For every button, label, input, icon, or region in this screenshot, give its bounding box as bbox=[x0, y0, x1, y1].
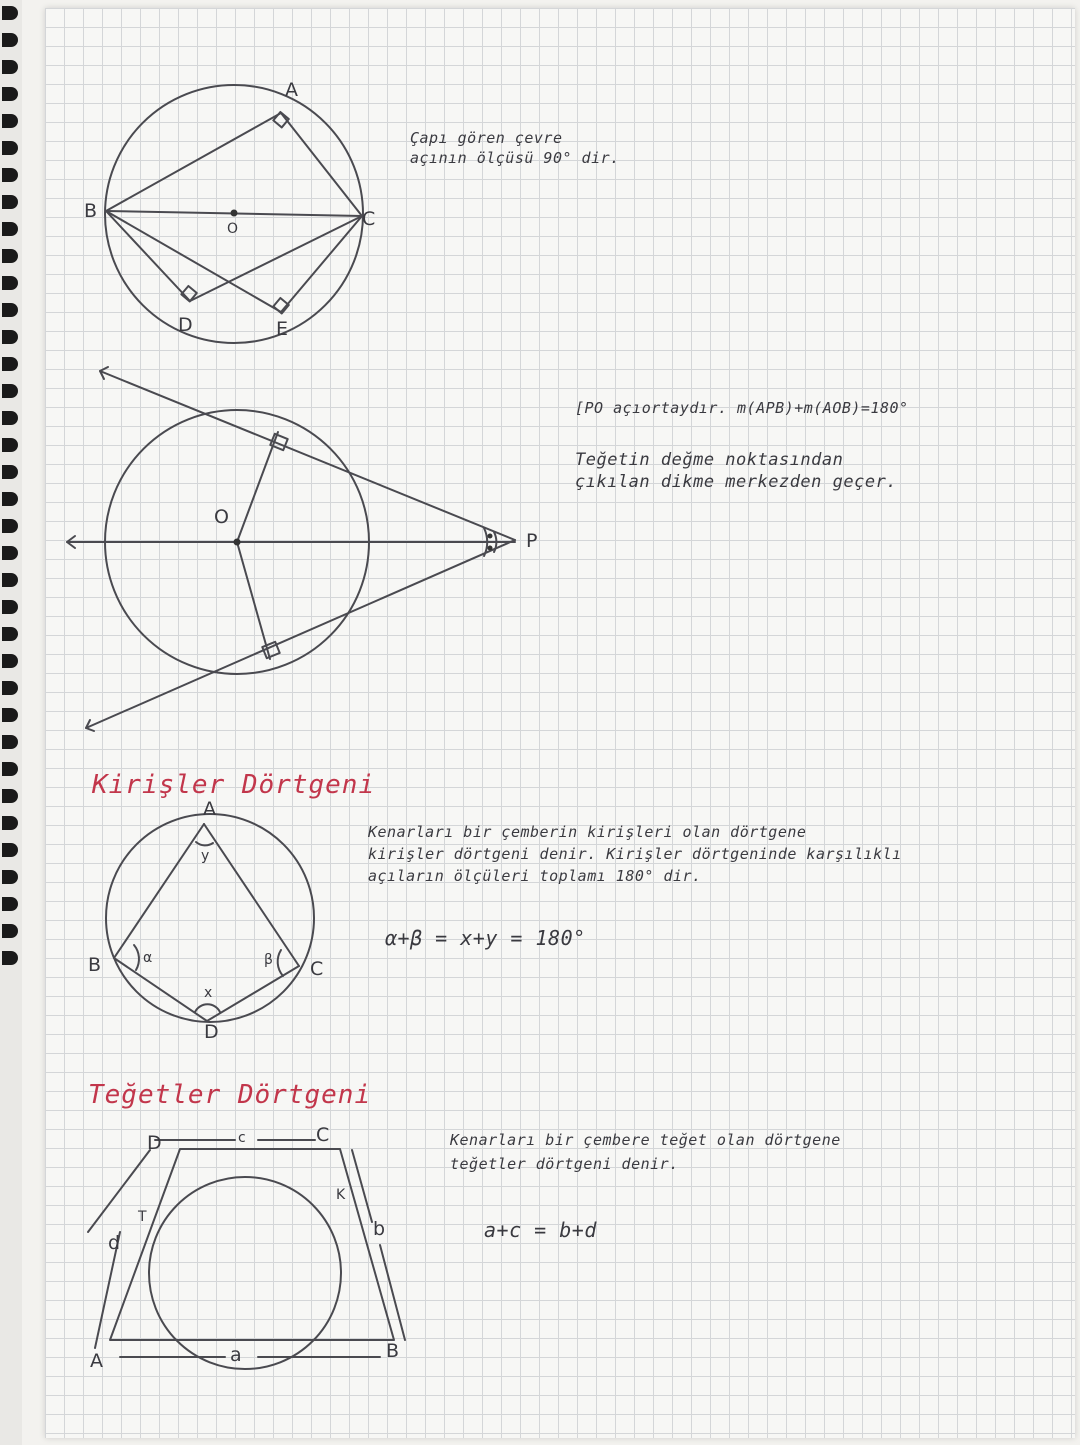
side-label-d: d bbox=[108, 1232, 121, 1254]
formula-cyclic: α+β = x+y = 180° bbox=[385, 926, 586, 950]
center-point bbox=[234, 539, 241, 546]
point-label-o: O bbox=[227, 221, 239, 237]
note-diameter-line2: açının ölçüsü 90° dir. bbox=[410, 149, 620, 167]
point-label-b: B bbox=[88, 954, 102, 976]
center-point bbox=[231, 210, 238, 217]
angle-mark-dot bbox=[488, 534, 493, 539]
point-label-a: A bbox=[285, 79, 298, 101]
point-label-c: C bbox=[316, 1124, 330, 1146]
point-label-c: C bbox=[362, 208, 376, 230]
section-title-tangential: Teğetler Dörtgeni bbox=[88, 1080, 372, 1110]
angle-label-x: x bbox=[204, 985, 213, 1001]
desc-cyclic-line1: Kenarları bir çemberin kirişleri olan dörtgene bbox=[368, 823, 807, 841]
side-label-b: b bbox=[373, 1218, 386, 1240]
note-angle-bisector: [PO açıortaydır. m(APB)+m(AOB)=180° bbox=[575, 399, 909, 417]
point-label-a: A bbox=[90, 1350, 103, 1372]
side-label-a: a bbox=[230, 1344, 242, 1366]
section-title-cyclic: Kirişler Dörtgeni bbox=[92, 770, 376, 800]
point-label-d: D bbox=[147, 1132, 162, 1154]
desc-tangential-line2: teğetler dörtgeni denir. bbox=[450, 1155, 679, 1173]
desc-cyclic-line2: kirişler dörtgeni denir. Kirişler dörtgeninde karşılıklı bbox=[368, 845, 902, 863]
desc-tangential-line1: Kenarları bir çembere teğet olan dörtgene bbox=[450, 1131, 841, 1149]
point-label-d: D bbox=[204, 1021, 219, 1043]
note-tangent-line2: çıkılan dikme merkezden geçer. bbox=[575, 472, 898, 492]
point-label-p: P bbox=[526, 530, 538, 552]
formula-tangential: a+c = b+d bbox=[484, 1218, 597, 1242]
tangent-point-label-k: K bbox=[336, 1187, 346, 1203]
point-label-o: O bbox=[214, 506, 229, 528]
angle-label-y: y bbox=[201, 848, 210, 864]
figure-tangential-quadrilateral bbox=[88, 1140, 405, 1372]
point-label-b: B bbox=[386, 1340, 400, 1362]
desc-cyclic-line3: açıların ölçüleri toplamı 180° dir. bbox=[368, 867, 702, 885]
point-label-d: D bbox=[178, 314, 193, 336]
tangent-point-label-t: T bbox=[138, 1209, 147, 1225]
figure-tangent-circle bbox=[67, 367, 515, 731]
angle-label-alpha: α bbox=[143, 950, 153, 966]
note-tangent-line1: Teğetin değme noktasından bbox=[575, 450, 844, 470]
point-label-c: C bbox=[310, 958, 324, 980]
side-label-c: c bbox=[238, 1130, 246, 1146]
point-label-b: B bbox=[84, 200, 98, 222]
note-diameter-line1: Çapı gören çevre bbox=[410, 129, 563, 147]
point-label-a: A bbox=[203, 798, 216, 820]
angle-label-beta: β bbox=[264, 952, 273, 968]
point-label-e: E bbox=[276, 318, 289, 340]
angle-mark-dot bbox=[488, 546, 493, 551]
